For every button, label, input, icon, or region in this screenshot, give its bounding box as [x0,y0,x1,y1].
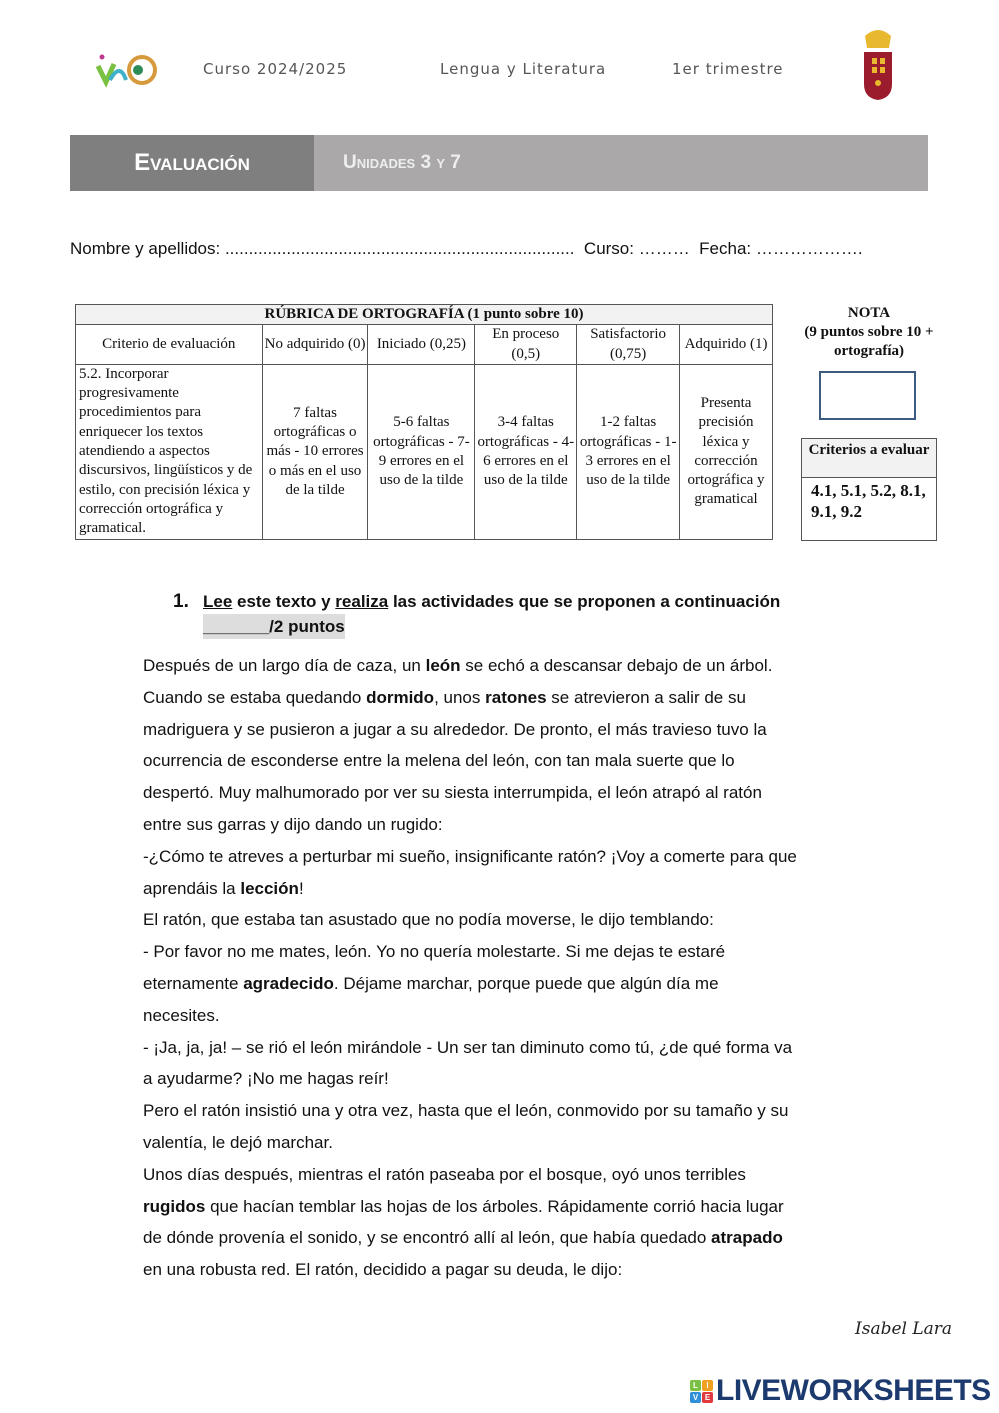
story-text-segment: ocurrencia de esconderse entre la melena del león, con tan mala suerte que lo [143,751,735,771]
story-text-segment: se echó a descansar debajo de un árbol. [460,656,773,675]
live-tiles-icon [690,1380,713,1403]
bold-keyword: atrapado [711,1228,783,1248]
story-text-segment: . Déjame marchar, porque puede que algún día me [333,973,719,993]
story-text-segment: , unos [434,687,486,707]
story-line [143,1127,797,1159]
criteria-list: 4.1, 5.1, 5.2, 8.1, 9.1, 9.2 [811,481,926,521]
story-text-segment: Después de un largo día de caza, un [143,656,426,675]
rubric-cell: 3-4 faltas ortográficas - 4-6 errores en el uso de la tilde [475,364,577,539]
rubric-cell: 7 faltas ortográficas o más - 10 errores o más en el uso de la tilde [262,364,368,539]
course-label: Curso 2024/2025 [203,60,348,78]
story-line [143,650,797,682]
story-text-segment: madriguera y se pusieron a jugar a su alrededor. De pronto, el más travieso tuvo la [143,719,767,739]
story-line [143,809,797,841]
question-text [203,589,780,614]
rubric-header: En proceso (0,5) [475,325,577,365]
banner-units: Unidades 3 y 7 [343,152,461,173]
criteria-box [801,438,937,541]
student-info-line[interactable]: Nombre y apellidos: .......................................................................... Curso: ……… Fecha: ………………. [70,239,863,258]
bold-keyword: lección [240,878,299,898]
story-text-segment: Pero el ratón insistió una y otra vez, hasta que el león, conmovido por su tamaño y su [143,1101,789,1121]
story-text-segment: se atrevieron a salir de su [546,687,746,707]
story-line [143,682,797,714]
story-text-segment: -¿Cómo te atreves a perturbar mi sueño, insignificante ratón? ¡Voy a comerte para que [143,846,797,866]
watermark-text: LIVEWORKSHEETS [716,1374,991,1407]
question-points-field[interactable]: _______/2 puntos [203,614,345,639]
story-text-segment: valentía, le dejó marchar. [143,1132,333,1152]
story-line [143,1095,797,1127]
rubric-cell: 1-2 faltas ortográficas - 1-3 errores en el uso de la tilde [577,364,680,539]
story-line [143,714,797,746]
bold-keyword: ratones [485,687,547,707]
story-line [143,968,797,1000]
story-text-segment: eternamente [143,973,244,993]
criteria-title: Criterios a evaluar [802,439,936,478]
tile: I [702,1380,713,1391]
rubric-cell: 5-6 faltas ortográficas - 7-9 errores en el uso de la tilde [368,364,475,539]
banner-title: Evaluación [70,135,314,191]
tile: E [702,1392,713,1403]
bold-keyword: león [425,656,461,675]
bold-keyword: rugidos [143,1196,206,1216]
grade-section [800,304,938,361]
region-crest-logo [860,28,896,107]
story-line [143,1254,797,1286]
grade-title: NOTA [847,305,891,321]
story-line [143,1032,797,1064]
story-text-segment: - ¡Ja, ja, ja! – se rió el león mirándole - Un ser tan diminuto como tú, ¿de qué forma va [143,1037,793,1057]
tile: L [690,1380,701,1391]
story-line [143,745,797,777]
story-text-segment: ! [298,878,304,898]
story-text-segment: de dónde provenía el sonido, y se encontró allí al león, que había quedado [143,1228,712,1248]
subject-label: Lengua y Literatura [440,60,607,78]
story-line [143,936,797,968]
story-line [143,841,797,873]
evaluation-banner [70,135,928,191]
story-text-segment: Cuando se estaba quedando [143,687,367,707]
bold-keyword: dormido [366,687,435,707]
term-label: 1er trimestre [672,60,784,78]
q-text: este texto y [232,592,336,611]
story-text-segment: en una robusta red. El ratón, decidido a pagar su deuda, le dijo: [143,1260,623,1280]
grade-subtitle: (9 puntos sobre 10 + ortografía) [804,324,934,359]
rubric-header: Iniciado (0,25) [368,325,475,365]
grade-input-box[interactable] [819,371,916,420]
question-number: 1. [173,591,189,612]
story-text-segment: El ratón, que estaba tan asustado que no podía moverse, le dijo temblando: [143,910,714,930]
story-line [143,1063,797,1095]
rubric-cell: Presenta precisión léxica y corrección ortográfica y gramatical [680,364,773,539]
story-line [143,1159,797,1191]
story-text-segment: que hacían temblar las hojas de los árboles. Rápidamente corrió hacia lugar [205,1196,784,1216]
author-signature: Isabel Lara [855,1319,953,1339]
story-line [143,1000,797,1032]
liveworksheets-watermark [690,1374,991,1408]
q-word-lee: Lee [203,592,233,611]
story-line [143,777,797,809]
story-line [143,904,797,936]
rubric-header: No adquirido (0) [262,325,368,365]
rubric-title: RÚBRICA DE ORTOGRAFÍA (1 punto sobre 10) [76,305,773,325]
rubric-criterion: 5.2. Incorporar progresivamente procedimientos para enriquecer los textos atendiendo a aspectos discursivos, lingüísticos y de estilo, con precisión léxica y corrección ortográfica y gramatical. [76,364,263,539]
story-line [143,1222,797,1254]
q-word-realiza: realiza [335,592,389,611]
story-text-segment: entre sus garras y dijo dando un rugido: [143,814,443,834]
rubric-header: Satisfactorio (0,75) [577,325,680,365]
spelling-rubric-table [75,304,773,540]
tile: V [690,1392,701,1403]
story-text [143,650,797,1286]
story-text-segment: - Por favor no me mates, león. Yo no quería molestarte. Si me dejas te estaré [143,942,726,962]
story-line [143,873,797,905]
story-text-segment: a ayudarme? ¡No me hagas reír! [143,1069,389,1089]
story-text-segment: despertó. Muy malhumorado por ver su siesta interrumpida, el león atrapó al ratón [143,783,762,803]
rubric-header: Criterio de evaluación [76,325,263,365]
bold-keyword: agradecido [243,973,334,993]
q-text: las actividades que se proponen a continuación [388,592,781,611]
rubric-header: Adquirido (1) [680,325,773,365]
school-logo [96,52,158,88]
story-text-segment: Unos días después, mientras el ratón paseaba por el bosque, oyó unos terribles [143,1164,746,1184]
story-line [143,1191,797,1223]
story-text-segment: necesites. [143,1005,220,1025]
story-text-segment: aprendáis la [143,878,241,898]
